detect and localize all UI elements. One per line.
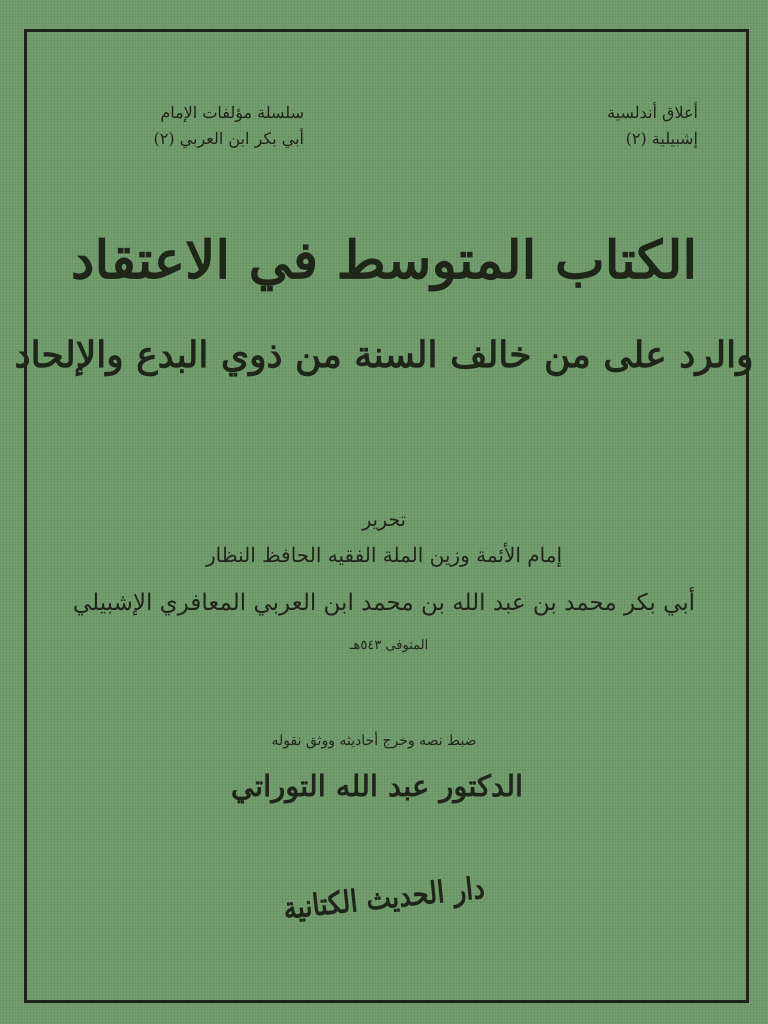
series-right-line2: إشبيلية (٢) bbox=[625, 129, 698, 148]
editor-name: الدكتور عبد الله التوراتي bbox=[230, 769, 524, 803]
series-left bbox=[64, 100, 304, 152]
author-epithet: إمام الأئمة وزين الملة الفقيه الحافظ النظار bbox=[205, 543, 563, 567]
series-right bbox=[498, 100, 698, 152]
series-right-line1: أعلاق أندلسية bbox=[607, 103, 698, 122]
book-title-main: الكتاب المتوسط في الاعتقاد bbox=[70, 230, 698, 291]
authorship-label: تحرير bbox=[362, 509, 406, 531]
editor-role: ضبط نصه وخرج أحاديثه ووثق نقوله bbox=[271, 733, 477, 749]
book-title-subtitle: والرد على من خالف السنة من ذوي البدع والإلحاد bbox=[14, 334, 754, 376]
publisher-logo bbox=[281, 858, 487, 940]
author-name: أبي بكر محمد بن عبد الله بن محمد ابن العربي المعافري الإشبيلي bbox=[72, 590, 696, 616]
series-left-line1: سلسلة مؤلفات الإمام bbox=[160, 103, 304, 122]
author-death-date: المتوفى ٥٤٣هـ bbox=[349, 638, 429, 653]
publisher-name: دار الحديث الكتانية bbox=[281, 871, 487, 927]
series-left-line2: أبي بكر ابن العربي (٢) bbox=[153, 129, 304, 148]
